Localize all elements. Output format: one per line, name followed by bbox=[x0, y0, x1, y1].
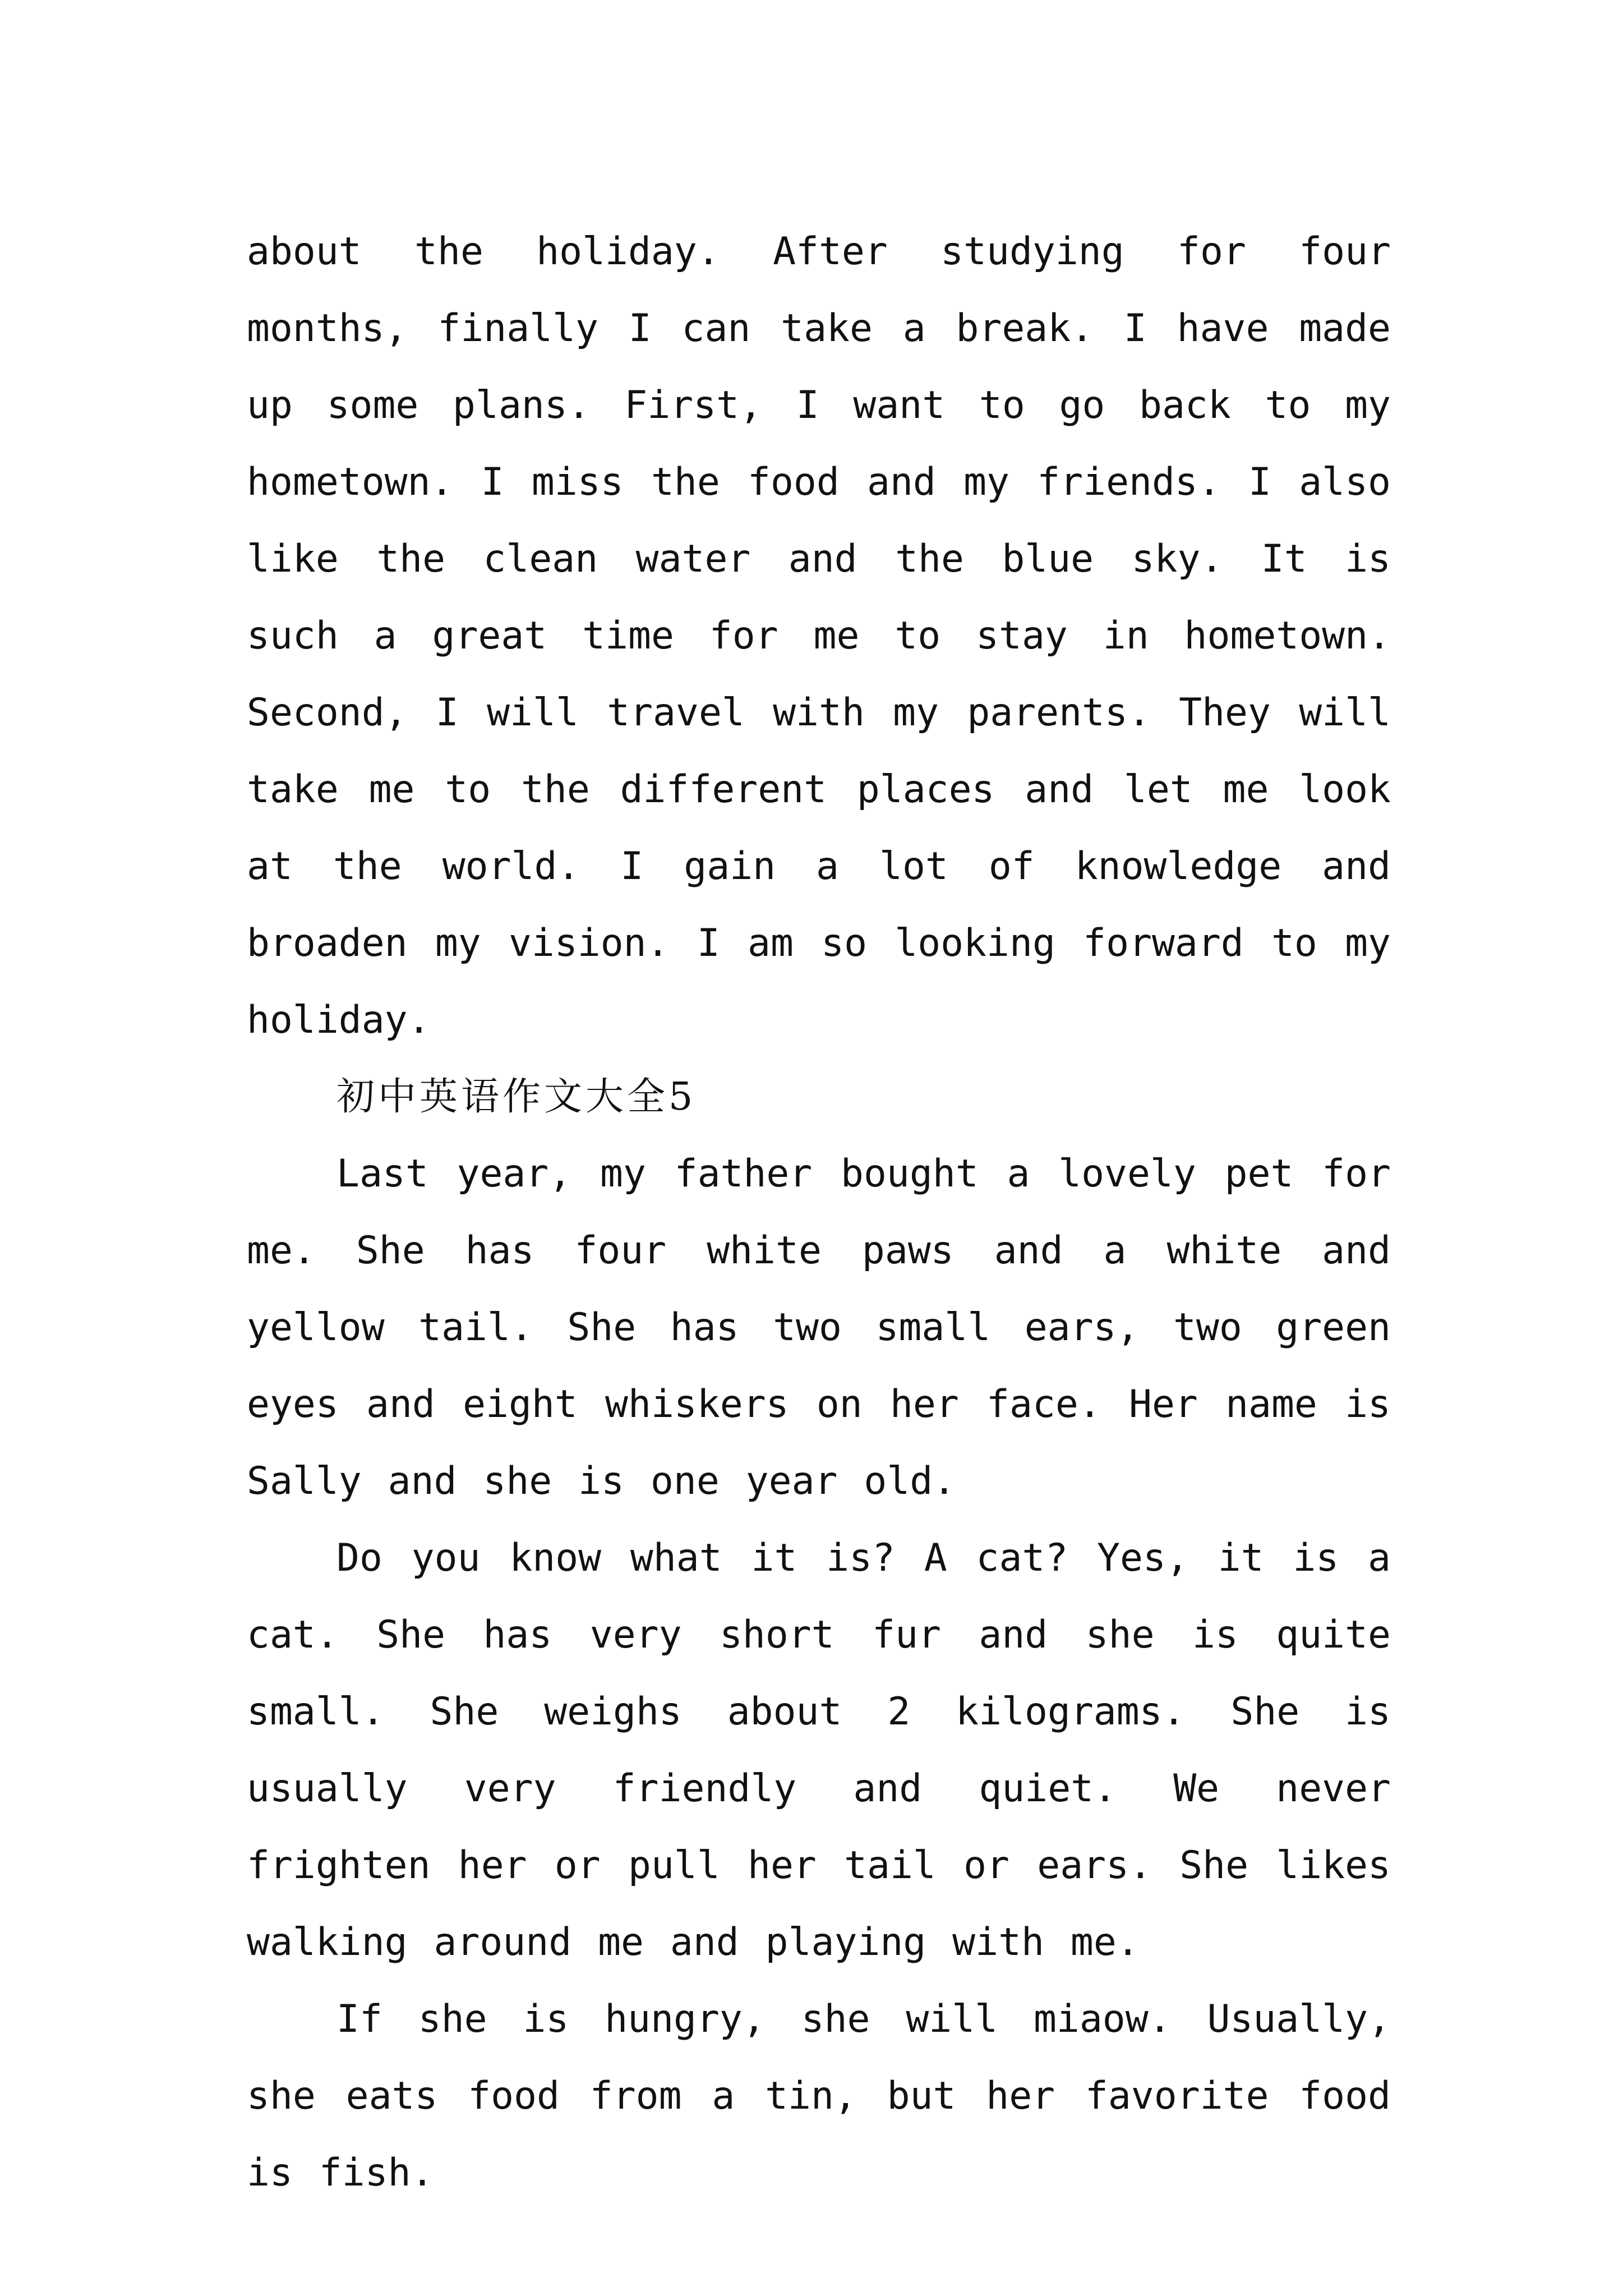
paragraph-pet-intro: Last year, my father bought a lovely pet for me. She has four white paws and a white and yellow tail. She has two small ears, two green eyes and eight whiskers on her face. Her name is Sally and she is one year old. bbox=[247, 1152, 1391, 1503]
section-heading: 初中英语作文大全5 bbox=[336, 1075, 697, 1119]
document-body bbox=[247, 213, 1391, 2211]
paragraph-holiday: about the holiday. After studying for four months, finally I can take a break. I have made up some plans. First, I want to go back to my hometown. I miss the food and my friends. I also like the clean water and the blue sky. It is such a great time for me to stay in hometown. Second, I will travel with my parents. They will take me to the different places and let me look at the world. I gain a lot of knowledge and broaden my vision. I am so looking forward to my holiday. bbox=[247, 229, 1391, 1042]
paragraph-cat-description: Do you know what it is? A cat? Yes, it is a cat. She has very short fur and she is quite small. She weighs about 2 kilograms. She is usually very friendly and quiet. We never frighten her or pull her tail or ears. She likes walking around me and playing with me. bbox=[247, 1536, 1391, 1964]
paragraph-cat-food: If she is hungry, she will miaow. Usually, she eats food from a tin, but her favorite food is fish. bbox=[247, 1997, 1391, 2195]
